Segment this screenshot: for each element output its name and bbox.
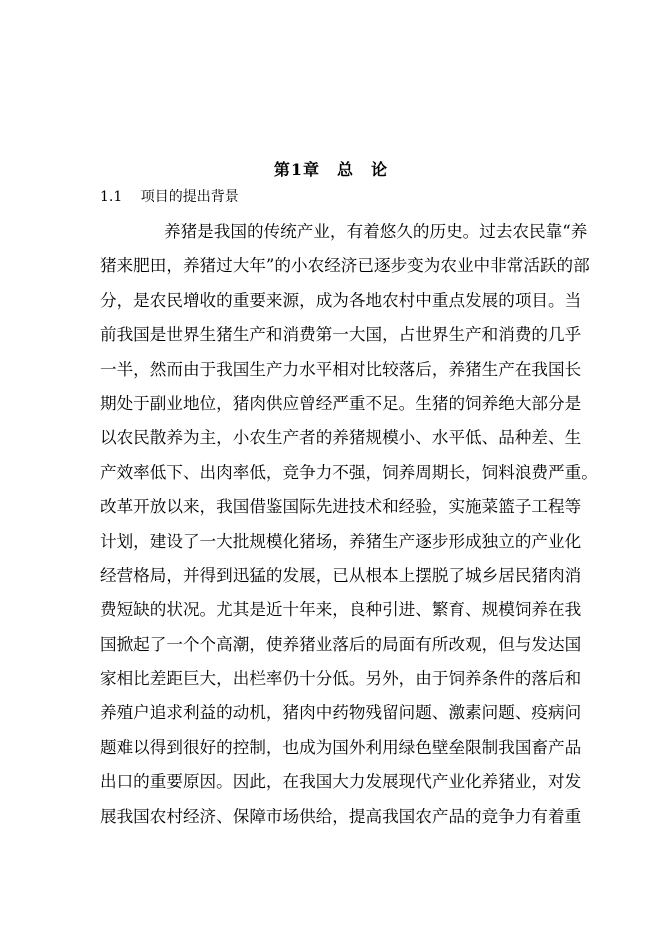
paragraph-line: 养殖户追求利益的动机，猪肉中药物残留问题、激素问题、疫病问 bbox=[100, 703, 582, 723]
paragraph-line: 产效率低下、出肉率低，竞争力不强，饲养周期长，饲料浪费严重。 bbox=[100, 462, 598, 482]
body-paragraph bbox=[100, 220, 598, 839]
paragraph-line: 经营格局，并得到迅猛的发展，已从根本上摆脱了城乡居民猪肉消 bbox=[100, 565, 582, 585]
chapter-title: 第1章 总 论 bbox=[273, 160, 389, 179]
paragraph-line: 家相比差距巨大，出栏率仍十分低。另外，由于饲养条件的落后和 bbox=[100, 669, 582, 689]
paragraph-line: 一半，然而由于我国生产力水平相对比较落后，养猪生产在我国长 bbox=[100, 359, 582, 379]
paragraph-line: 展我国农村经济、保障市场供给，提高我国农产品的竞争力有着重 bbox=[100, 806, 582, 826]
paragraph-line: 出口的重要原因。因此，在我国大力发展现代产业化养猪业，对发 bbox=[100, 772, 582, 792]
section-heading: 1.1 项目的提出背景 bbox=[100, 189, 239, 205]
paragraph-line: 国掀起了一个个高潮，使养猪业落后的局面有所改观，但与发达国 bbox=[100, 634, 582, 654]
paragraph-line: 改革开放以来，我国借鉴国际先进技术和经验，实施菜篮子工程等 bbox=[100, 497, 582, 517]
paragraph-line: 计划，建设了一大批规模化猪场，养猪生产逐步形成独立的产业化 bbox=[100, 531, 582, 551]
paragraph-line: 养猪是我国的传统产业，有着悠久的历史。过去农民靠“养 bbox=[164, 222, 588, 241]
paragraph-line: 题难以得到很好的控制，也成为国外利用绿色壁垒限制我国畜产品 bbox=[100, 737, 582, 757]
paragraph-line: 猪来肥田，养猪过大年”的小农经济已逐步变为农业中非常活跃的部 bbox=[100, 256, 590, 276]
paragraph-line: 期处于副业地位，猪肉供应曾经严重不足。生猪的饲养绝大部分是 bbox=[100, 393, 582, 413]
paragraph-line: 以农民散养为主，小农生产者的养猪规模小、水平低、品种差、生 bbox=[100, 428, 582, 448]
paragraph-line: 费短缺的状况。尤其是近十年来，良种引进、繁育、规模饲养在我 bbox=[100, 600, 582, 620]
paragraph-line: 分，是农民增收的重要来源，成为各地农村中重点发展的项目。当 bbox=[100, 290, 582, 310]
paragraph-line: 前我国是世界生猪生产和消费第一大国，占世界生产和消费的几乎 bbox=[100, 325, 582, 345]
